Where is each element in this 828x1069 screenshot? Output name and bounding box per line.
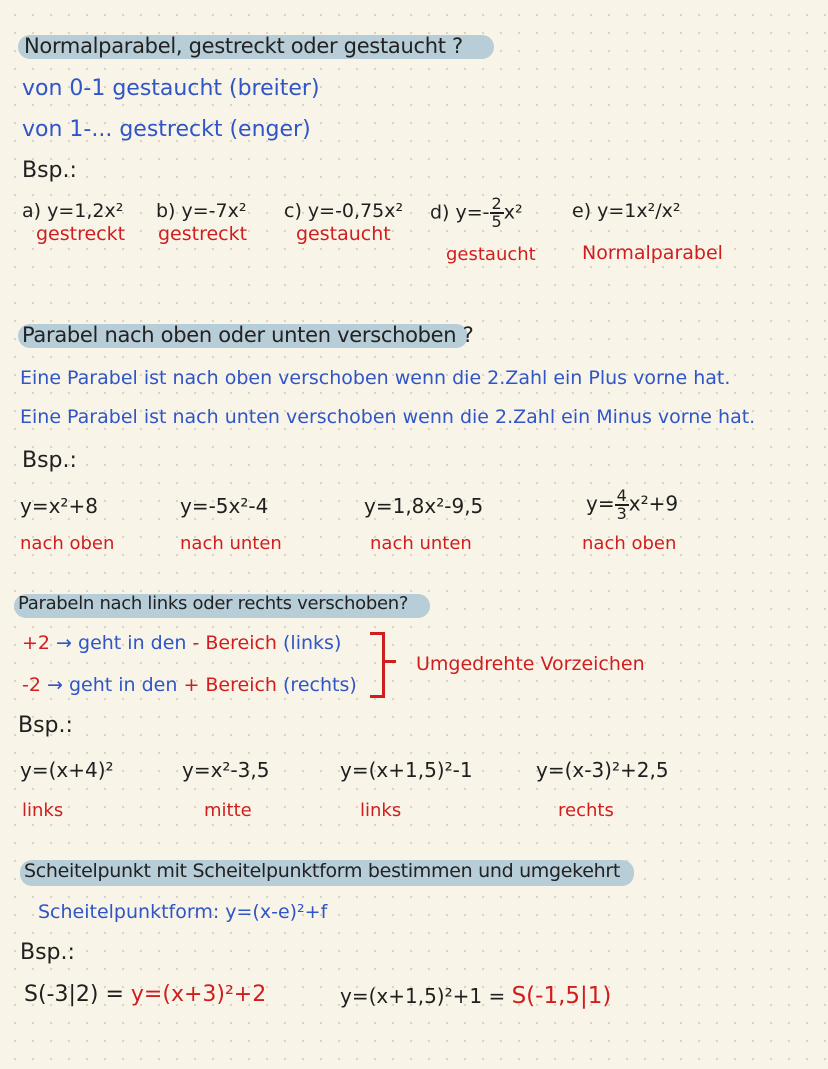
- rule2-sign: -2: [22, 674, 41, 696]
- bracket-tick: [384, 660, 396, 663]
- section2-title: Parabel nach oben oder unten verschoben ?: [22, 323, 474, 347]
- ex2-point: S(-1,5|1): [511, 983, 612, 1009]
- example-formula: a) y=1,2x²: [22, 200, 124, 222]
- rule2-sign2: + Bereich: [183, 674, 277, 696]
- section4-title: Scheitelpunkt mit Scheitelpunktform bestimmen und umgekehrt: [24, 860, 620, 882]
- ex1-formula: y=(x+3)²+2: [130, 982, 267, 1007]
- example-formula: y=1,8x²-9,5: [364, 494, 484, 518]
- section1-title: Normalparabel, gestreckt oder gestaucht ?: [24, 34, 463, 58]
- example-formula: e) y=1x²/x²: [572, 200, 681, 222]
- example-formula: c) y=-0,75x²: [284, 200, 404, 222]
- example-formula: y=x²+8: [20, 494, 98, 518]
- rule2-end: (rechts): [276, 674, 357, 696]
- example-result: gestaucht: [296, 223, 391, 245]
- section4-form: Scheitelpunktform: y=(x-e)²+f: [38, 901, 328, 923]
- example-result: rechts: [558, 800, 614, 821]
- example-formula: y=(x+1,5)²-1: [340, 758, 473, 782]
- rule1-end: (links): [276, 632, 342, 654]
- rule1-sign2: - Bereich: [192, 632, 277, 654]
- fraction-denominator: 3: [616, 504, 627, 523]
- example-result: links: [360, 800, 402, 821]
- fraction-denominator: 5: [491, 212, 502, 231]
- section2-line1: Eine Parabel ist nach oben verschoben wenn die 2.Zahl ein Plus vorne hat.: [20, 367, 731, 389]
- example-formula: y=x²-3,5: [182, 758, 270, 782]
- formula-prefix: d) y=-: [430, 201, 490, 224]
- example-result: gestreckt: [36, 223, 126, 245]
- example-result: nach oben: [20, 533, 115, 554]
- example-formula: [430, 196, 523, 230]
- section4-example1: [24, 982, 266, 1007]
- rule1-sign: +2: [22, 632, 51, 654]
- formula-prefix: y=: [586, 491, 615, 516]
- example-result: nach unten: [180, 533, 282, 554]
- rule1-text: → geht in den: [50, 632, 193, 654]
- example-result: gestaucht: [446, 244, 536, 265]
- section1-line2: von 1-... gestreckt (enger): [22, 117, 311, 142]
- fraction: [490, 196, 504, 230]
- section1-bsp: Bsp.:: [22, 158, 77, 183]
- fraction-numerator: 4: [616, 486, 627, 505]
- section3-rule1: [22, 632, 341, 654]
- example-formula: b) y=-7x²: [156, 200, 247, 222]
- section2-bsp: Bsp.:: [22, 448, 77, 473]
- section4-example2: [340, 983, 611, 1009]
- formula-suffix: x²+9: [628, 491, 679, 516]
- example-formula: y=-5x²-4: [180, 494, 269, 518]
- section3-note: Umgedrehte Vorzeichen: [416, 653, 645, 675]
- section4-bsp: Bsp.:: [20, 940, 75, 965]
- bracket: [370, 632, 385, 698]
- example-result: Normalparabel: [582, 242, 723, 264]
- section1-line1: von 0-1 gestaucht (breiter): [22, 76, 320, 101]
- section3-bsp: Bsp.:: [18, 713, 73, 738]
- example-result: links: [22, 800, 64, 821]
- fraction-numerator: 2: [491, 194, 502, 213]
- example-result: nach oben: [582, 533, 677, 554]
- example-result: gestreckt: [158, 223, 248, 245]
- example-formula: y=(x-3)²+2,5: [536, 758, 669, 782]
- section3-title: Parabeln nach links oder rechts verschoben?: [18, 593, 409, 614]
- example-formula: [586, 488, 678, 522]
- section2-line2: Eine Parabel ist nach unten verschoben wenn die 2.Zahl ein Minus vorne hat.: [20, 406, 756, 428]
- ex1-point: S(-3|2) =: [24, 982, 131, 1007]
- ex2-formula: y=(x+1,5)²+1 =: [340, 984, 512, 1008]
- example-result: nach unten: [370, 533, 472, 554]
- example-result: mitte: [204, 800, 252, 821]
- section3-rule2: [22, 674, 357, 696]
- rule2-text: → geht in den: [40, 674, 184, 696]
- fraction: [615, 488, 629, 522]
- formula-suffix: x²: [503, 201, 523, 224]
- example-formula: y=(x+4)²: [20, 758, 114, 782]
